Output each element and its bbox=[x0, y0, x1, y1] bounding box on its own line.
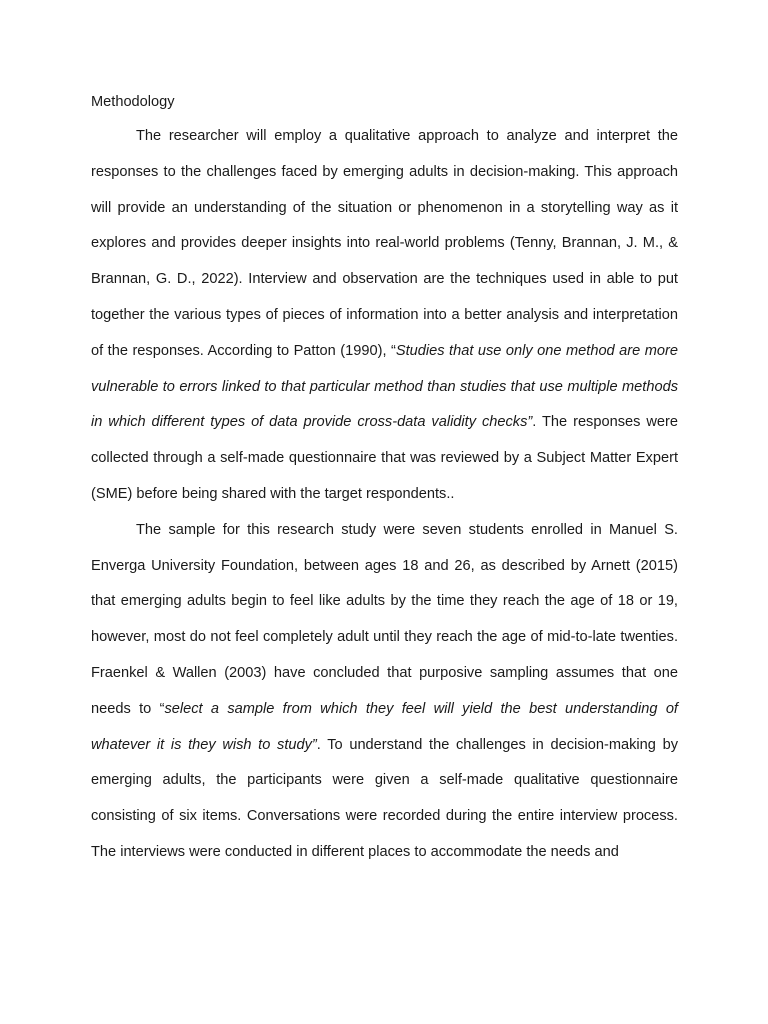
patton-quote: Studies that use only one method are more vulnerable to errors linked to that particular method than studies that use multiple methods in which different types of data provide cross-data validity checks” bbox=[91, 342, 678, 431]
fraenkel-wallen-quote: select a sample from which they feel will yield the best understanding of whatever it is they wish to study” bbox=[91, 700, 678, 753]
document-body bbox=[91, 89, 678, 871]
paragraph-sample bbox=[91, 513, 678, 871]
paragraph-text: The researcher will employ a qualitative approach to analyze and interpret the responses to the challenges faced by emerging adults in decision-making. This approach will provide an understanding of the situation or phenomenon in a storytelling way as it explores and provides deeper insights into real-world problems (Tenny, Brannan, J. M., & Brannan, G. D., 2022). Interview and observation are the techniques used in able to put together the various types of pieces of information into a better analysis and interpretation of the responses. According to Patton (1990), “ bbox=[91, 128, 678, 359]
paragraph-text: . To understand the challenges in decision-making by emerging adults, the participants were given a self-made qualitative questionnaire consisting of six items. Conversations were recorded during the entire interview process. The interviews were conducted in different places to accommodate the needs and bbox=[91, 736, 678, 860]
paragraph-text: . The responses were collected through a self-made questionnaire that was reviewed by a Subject Matter Expert (SME) before being shared with the target respondents.. bbox=[91, 414, 678, 502]
paragraph-text: The sample for this research study were seven students enrolled in Manuel S. Enverga University Foundation, between ages 18 and 26, as described by Arnett (2015) that emerging adults begin to feel like adults by the time they reach the age of 18 or 19, however, most do not feel completely adult until they reach the age of mid-to-late twenties. Fraenkel & Wallen (2003) have concluded that purposive sampling assumes that one needs to “ bbox=[91, 521, 678, 717]
section-heading: Methodology bbox=[91, 94, 175, 110]
paragraph-methodology-approach bbox=[91, 119, 678, 513]
